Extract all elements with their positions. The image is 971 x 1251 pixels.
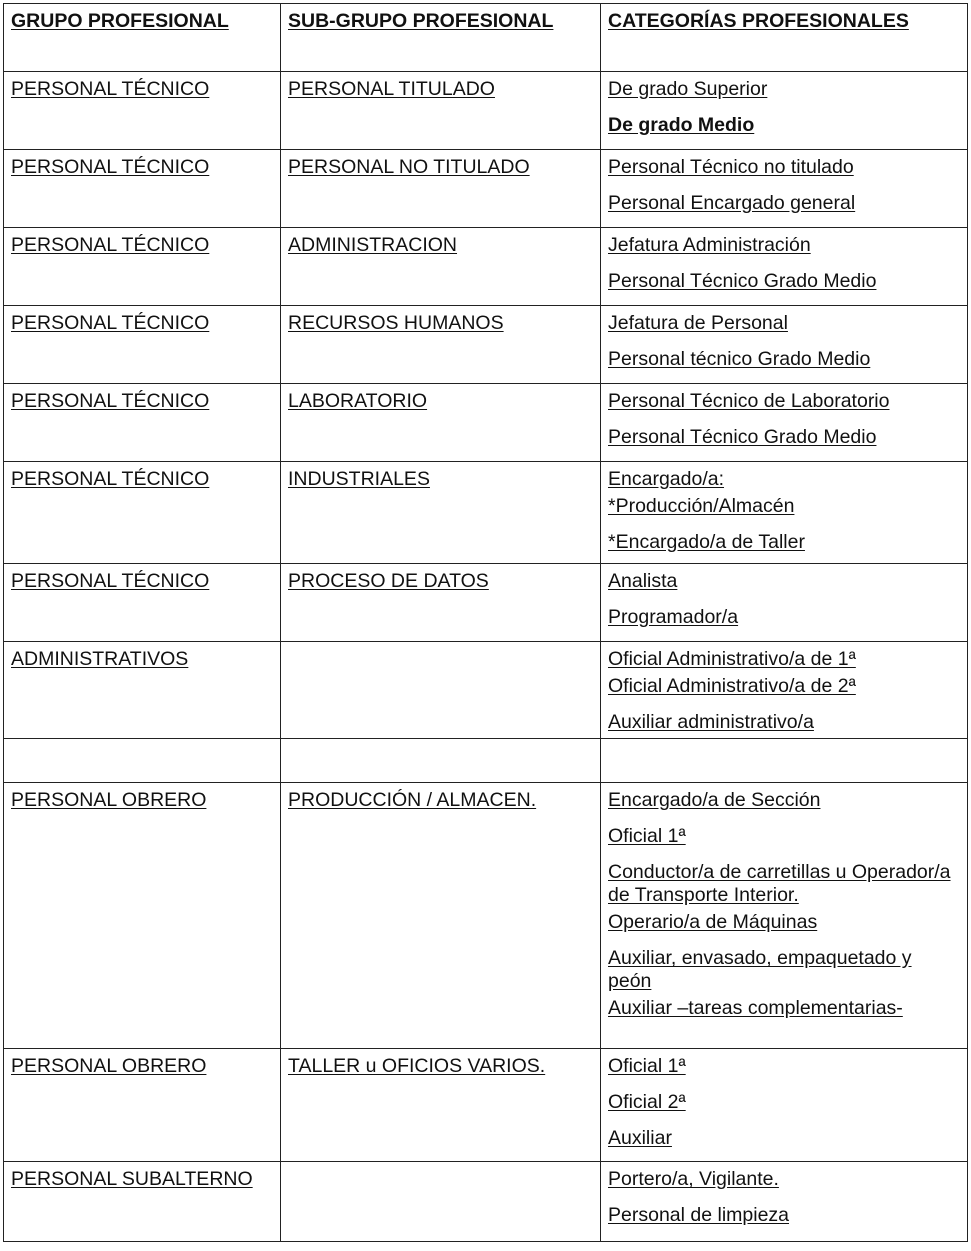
grupo-cell: [4, 228, 281, 306]
table-row: [4, 228, 968, 306]
table-header-row: [4, 4, 968, 72]
grupo-cell: [4, 739, 281, 783]
subgrupo-cell: [281, 462, 601, 564]
subgrupo-label: PROCESO DE DATOS: [288, 570, 489, 592]
category-label: Programador/a: [608, 606, 739, 628]
category-label: Personal Técnico Grado Medio: [608, 426, 877, 448]
grupo-label: PERSONAL TÉCNICO: [11, 234, 210, 256]
header-categorias: [601, 4, 968, 72]
table-row: [4, 739, 968, 783]
header-subgrupo: [281, 4, 601, 72]
subgrupo-cell: [281, 1162, 601, 1242]
category-label: Personal de limpieza: [608, 1204, 790, 1226]
category-label: Operario/a de Máquinas: [608, 911, 818, 933]
category-label: Auxiliar administrativo/a: [608, 711, 814, 733]
subgrupo-cell: [281, 739, 601, 783]
category-item: [608, 348, 960, 371]
category-item: [608, 675, 960, 698]
categorias-cell: [601, 642, 968, 739]
grupo-cell: [4, 72, 281, 150]
category-label: *Producción/Almacén: [608, 495, 795, 517]
subgrupo-label: TALLER u OFICIOS VARIOS.: [288, 1055, 546, 1077]
grupo-label: PERSONAL TÉCNICO: [11, 390, 210, 412]
categorias-cell: [601, 462, 968, 564]
subgrupo-cell: [281, 783, 601, 1049]
subgrupo-cell: [281, 564, 601, 642]
category-item: [608, 192, 960, 215]
grupo-cell: [4, 1049, 281, 1162]
category-item: [608, 1204, 960, 1227]
categorias-cell: [601, 72, 968, 150]
table-row: [4, 564, 968, 642]
table-row: [4, 462, 968, 564]
grupo-cell: [4, 306, 281, 384]
category-label: Personal técnico Grado Medio: [608, 348, 871, 370]
subgrupo-label: RECURSOS HUMANOS: [288, 312, 504, 334]
subgrupo-cell: [281, 72, 601, 150]
category-item: [608, 156, 960, 179]
category-label: Conductor/a de carretillas u Operador/a de Transporte Interior.: [608, 861, 951, 906]
subgrupo-label: LABORATORIO: [288, 390, 428, 412]
category-label: Encargado/a de Sección: [608, 789, 821, 811]
categorias-cell: [601, 783, 968, 1049]
category-label: Personal Técnico no titulado: [608, 156, 854, 178]
category-item: [608, 947, 960, 993]
grupo-cell: [4, 150, 281, 228]
table-row: [4, 642, 968, 739]
category-item: [608, 1168, 960, 1191]
category-label: Oficial Administrativo/a de 1ª: [608, 648, 856, 670]
categorias-cell: [601, 564, 968, 642]
grupo-label: PERSONAL OBRERO: [11, 789, 207, 811]
category-item: [608, 861, 960, 907]
grupo-cell: [4, 384, 281, 462]
category-item: [608, 911, 960, 934]
category-label: Auxiliar: [608, 1127, 672, 1149]
category-label: Personal Técnico de Laboratorio: [608, 390, 890, 412]
category-label: Auxiliar –tareas complementarias-: [608, 997, 903, 1019]
table-body: [4, 4, 968, 1242]
grupo-label: PERSONAL OBRERO: [11, 1055, 207, 1077]
table-row: [4, 1162, 968, 1242]
header-grupo-label: GRUPO PROFESIONAL: [11, 10, 229, 32]
categorias-cell: [601, 228, 968, 306]
grupo-cell: [4, 564, 281, 642]
category-label: Personal Técnico Grado Medio: [608, 270, 877, 292]
subgrupo-cell: [281, 642, 601, 739]
category-item: [608, 648, 960, 671]
table-row: [4, 306, 968, 384]
table-row: [4, 150, 968, 228]
category-item: [608, 312, 960, 335]
grupo-label: PERSONAL TÉCNICO: [11, 78, 210, 100]
categorias-cell: [601, 1049, 968, 1162]
subgrupo-label: PERSONAL TITULADO: [288, 78, 495, 100]
category-label: Portero/a, Vigilante.: [608, 1168, 779, 1190]
category-label: Auxiliar, envasado, empaquetado y peón: [608, 947, 912, 992]
subgrupo-cell: [281, 150, 601, 228]
grupo-label: PERSONAL TÉCNICO: [11, 312, 210, 334]
categorias-cell: [601, 1162, 968, 1242]
categorias-cell: [601, 306, 968, 384]
category-item: [608, 531, 960, 554]
grupo-cell: [4, 1162, 281, 1242]
professional-categories-table: [3, 3, 968, 1242]
category-label: Oficial 2ª: [608, 1091, 686, 1113]
category-item: [608, 1055, 960, 1078]
category-item: [608, 570, 960, 593]
table-row: [4, 384, 968, 462]
category-label: Jefatura Administración: [608, 234, 811, 256]
category-label: De grado Medio: [608, 114, 755, 136]
category-item: [608, 270, 960, 293]
grupo-cell: [4, 642, 281, 739]
category-item: [608, 789, 960, 812]
grupo-label: PERSONAL TÉCNICO: [11, 570, 210, 592]
subgrupo-label: PRODUCCIÓN / ALMACEN.: [288, 789, 537, 811]
grupo-cell: [4, 462, 281, 564]
category-item: [608, 997, 960, 1020]
categorias-cell: [601, 384, 968, 462]
category-item: [608, 606, 960, 629]
category-label: Analista: [608, 570, 678, 592]
subgrupo-cell: [281, 228, 601, 306]
table-row: [4, 783, 968, 1049]
subgrupo-cell: [281, 1049, 601, 1162]
category-label: Oficial Administrativo/a de 2ª: [608, 675, 856, 697]
category-item: [608, 468, 960, 491]
category-item: [608, 1091, 960, 1114]
category-label: Jefatura de Personal: [608, 312, 788, 334]
category-label: Personal Encargado general: [608, 192, 856, 214]
category-item: [608, 78, 960, 101]
category-label: Encargado/a:: [608, 468, 725, 490]
category-label: Oficial 1ª: [608, 1055, 686, 1077]
category-label: Oficial 1ª: [608, 825, 686, 847]
grupo-cell: [4, 783, 281, 1049]
category-item: [608, 1127, 960, 1150]
category-item: [608, 495, 960, 518]
table-row: [4, 1049, 968, 1162]
subgrupo-label: ADMINISTRACION: [288, 234, 458, 256]
subgrupo-cell: [281, 384, 601, 462]
category-item: [608, 825, 960, 848]
grupo-label: PERSONAL SUBALTERNO: [11, 1168, 253, 1190]
grupo-label: ADMINISTRATIVOS: [11, 648, 189, 670]
header-categorias-label: CATEGORÍAS PROFESIONALES: [608, 10, 909, 32]
header-grupo: [4, 4, 281, 72]
header-subgrupo-label: SUB-GRUPO PROFESIONAL: [288, 10, 554, 32]
categorias-cell: [601, 150, 968, 228]
category-label: *Encargado/a de Taller: [608, 531, 805, 553]
category-item: [608, 234, 960, 257]
subgrupo-label: PERSONAL NO TITULADO: [288, 156, 530, 178]
category-item: [608, 711, 960, 734]
subgrupo-cell: [281, 306, 601, 384]
category-item: [608, 114, 960, 137]
categorias-cell: [601, 739, 968, 783]
table-row: [4, 72, 968, 150]
category-item: [608, 390, 960, 413]
grupo-label: PERSONAL TÉCNICO: [11, 468, 210, 490]
subgrupo-label: INDUSTRIALES: [288, 468, 430, 490]
grupo-label: PERSONAL TÉCNICO: [11, 156, 210, 178]
category-label: De grado Superior: [608, 78, 768, 100]
category-item: [608, 426, 960, 449]
